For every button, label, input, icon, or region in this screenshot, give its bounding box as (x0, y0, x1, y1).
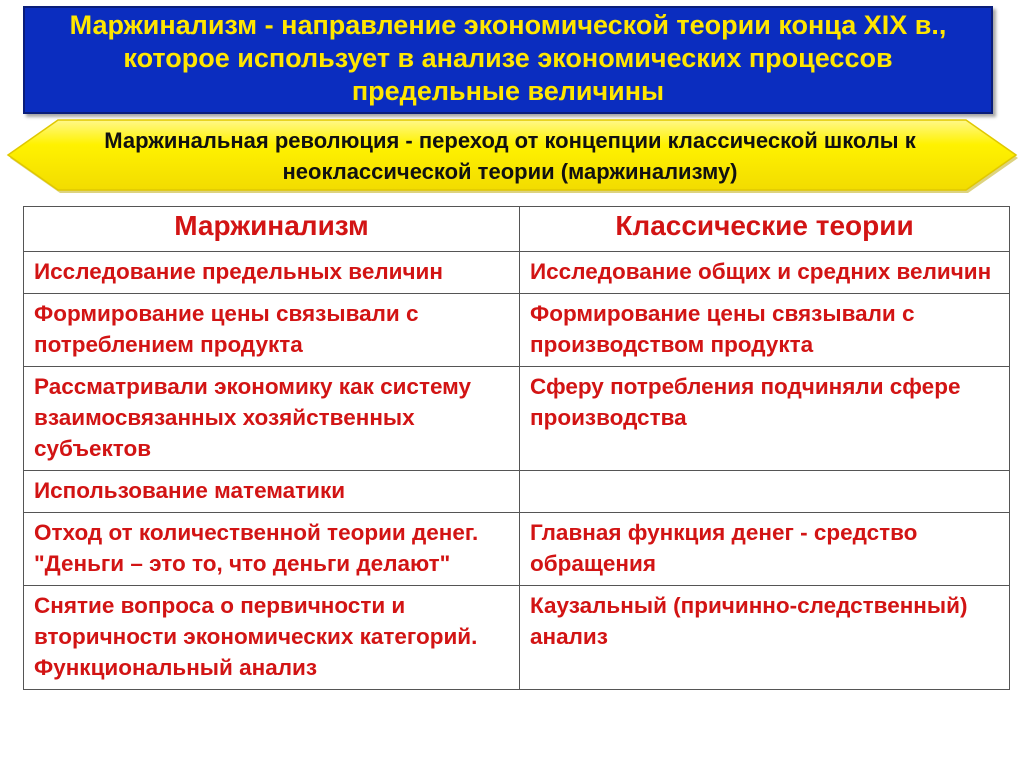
cell-classical: Сферу потребления подчиняли сфере производства (520, 367, 1010, 471)
table-row (24, 586, 1010, 690)
banner-text: Маржинальная революция - переход от концепции классической школы к неоклассической теории (маржинализму) (104, 128, 916, 184)
cell-classical: Формирование цены связывали с производством продукта (520, 294, 1010, 367)
cell-marginalism: Исследование предельных величин (24, 252, 520, 294)
definition-header-box (23, 6, 993, 114)
cell-classical (520, 471, 1010, 513)
header-marginalism: Маржинализм (24, 207, 520, 252)
table-row (24, 471, 1010, 513)
cell-classical: Каузальный (причинно-следственный) анализ (520, 586, 1010, 690)
cell-classical: Исследование общих и средних величин (520, 252, 1010, 294)
table-row (24, 513, 1010, 586)
cell-classical: Главная функция денег - средство обращения (520, 513, 1010, 586)
cell-marginalism: Рассматривали экономику как систему взаимосвязанных хозяйственных субъектов (24, 367, 520, 471)
cell-marginalism: Снятие вопроса о первичности и вторичности экономических категорий. Функциональный анализ (24, 586, 520, 690)
table-row (24, 294, 1010, 367)
definition-header-text: Маржинализм - направление экономической теории конца XIX в., которое использует в анализе экономических процессов предельные величины (69, 9, 947, 106)
cell-marginalism: Использование математики (24, 471, 520, 513)
cell-marginalism: Формирование цены связывали с потреблением продукта (24, 294, 520, 367)
table-header-row (24, 207, 1010, 252)
header-classical-theories: Классические теории (520, 207, 1010, 252)
table-row (24, 252, 1010, 294)
table-row (24, 367, 1010, 471)
cell-marginalism: Отход от количественной теории денег. "Деньги – это то, что деньги делают" (24, 513, 520, 586)
comparison-table (23, 206, 1010, 690)
